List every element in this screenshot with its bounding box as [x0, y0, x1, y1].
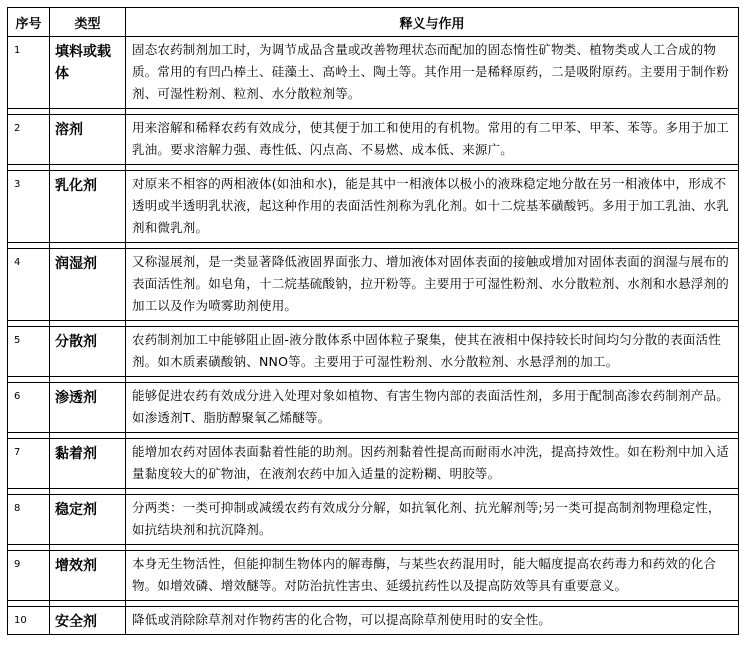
- table-body: [8, 37, 739, 635]
- table-row: [8, 115, 739, 165]
- row-type: 分散剂: [50, 327, 126, 377]
- row-description: 降低或消除除草剂对作物药害的化合物，可以提高除草剂使用时的安全性。: [126, 607, 739, 635]
- row-number: 8: [8, 495, 50, 545]
- header-desc: 释义与作用: [126, 8, 739, 37]
- row-number: 10: [8, 607, 50, 635]
- row-description: 用来溶解和稀释农药有效成分，使其便于加工和使用的有机物。常用的有二甲苯、甲苯、苯等。多用于加工乳油。要求溶解力强、毒性低、闪点高、不易燃、成本低、来源广。: [126, 115, 739, 165]
- row-number: 3: [8, 171, 50, 243]
- row-type: 溶剂: [50, 115, 126, 165]
- row-type: 填料或载体: [50, 37, 126, 109]
- row-description: 能够促进农药有效成分进入处理对象如植物、有害生物内部的表面活性剂，多用于配制高渗农药制剂产品。如渗透剂T、脂肪醇聚氧乙烯醚等。: [126, 383, 739, 433]
- row-description: 农药制剂加工中能够阻止固-液分散体系中固体粒子聚集，使其在液相中保持较长时间均匀分散的表面活性剂。如木质素磺酸钠、NNO等。主要用于可湿性粉剂、水分散粒剂、水悬浮剂的加工。: [126, 327, 739, 377]
- table-row: [8, 171, 739, 243]
- row-description: 本身无生物活性，但能抑制生物体内的解毒酶，与某些农药混用时，能大幅度提高农药毒力和药效的化合物。如增效磷、增效醚等。对防治抗性害虫、延缓抗药性以及提高防效等具有重要意义。: [126, 551, 739, 601]
- adjuvant-table: [7, 7, 739, 635]
- row-description: 又称湿展剂，是一类显著降低液固界面张力、增加液体对固体表面的接触或增加对固体表面的润湿与展布的表面活性剂。如皂角，十二烷基硫酸钠，拉开粉等。主要用于可湿性粉剂、水分散粒剂、水剂和水悬浮剂的加工以及作为喷雾助剂使用。: [126, 249, 739, 321]
- row-type: 稳定剂: [50, 495, 126, 545]
- row-type: 安全剂: [50, 607, 126, 635]
- row-number: 2: [8, 115, 50, 165]
- row-number: 9: [8, 551, 50, 601]
- row-type: 润湿剂: [50, 249, 126, 321]
- header-row: [8, 8, 739, 37]
- table-row: [8, 439, 739, 489]
- table-row: [8, 37, 739, 109]
- row-type: 乳化剂: [50, 171, 126, 243]
- row-description: 分两类：一类可抑制或减缓农药有效成分分解，如抗氧化剂、抗光解剂等;另一类可提高制剂物理稳定性，如抗结块剂和抗沉降剂。: [126, 495, 739, 545]
- row-number: 1: [8, 37, 50, 109]
- row-number: 7: [8, 439, 50, 489]
- row-type: 黏着剂: [50, 439, 126, 489]
- row-type: 渗透剂: [50, 383, 126, 433]
- table-row: [8, 383, 739, 433]
- row-number: 6: [8, 383, 50, 433]
- table-row: [8, 551, 739, 601]
- table-row: [8, 327, 739, 377]
- header-num: 序号: [8, 8, 50, 37]
- table-row: [8, 249, 739, 321]
- header-type: 类型: [50, 8, 126, 37]
- row-description: 能增加农药对固体表面黏着性能的助剂。因药剂黏着性提高而耐雨水冲洗，提高持效性。如在粉剂中加入适量黏度较大的矿物油，在液剂农药中加入适量的淀粉糊、明胶等。: [126, 439, 739, 489]
- table-row: [8, 607, 739, 635]
- row-number: 5: [8, 327, 50, 377]
- table-row: [8, 495, 739, 545]
- row-type: 增效剂: [50, 551, 126, 601]
- row-description: 对原来不相容的两相液体(如油和水)，能是其中一相液体以极小的液珠稳定地分散在另一相液体中，形成不透明或半透明乳状液，起这种作用的表面活性剂称为乳化剂。如十二烷基苯磺酸钙。多用于加工乳油、水乳剂和微乳剂。: [126, 171, 739, 243]
- row-number: 4: [8, 249, 50, 321]
- row-description: 固态农药制剂加工时，为调节成品含量或改善物理状态而配加的固态惰性矿物类、植物类或人工合成的物质。常用的有凹凸棒土、硅藻土、高岭土、陶土等。其作用一是稀释原药，二是吸附原药。主要用于制作粉剂、可湿性粉剂、粒剂、水分散粒剂等。: [126, 37, 739, 109]
